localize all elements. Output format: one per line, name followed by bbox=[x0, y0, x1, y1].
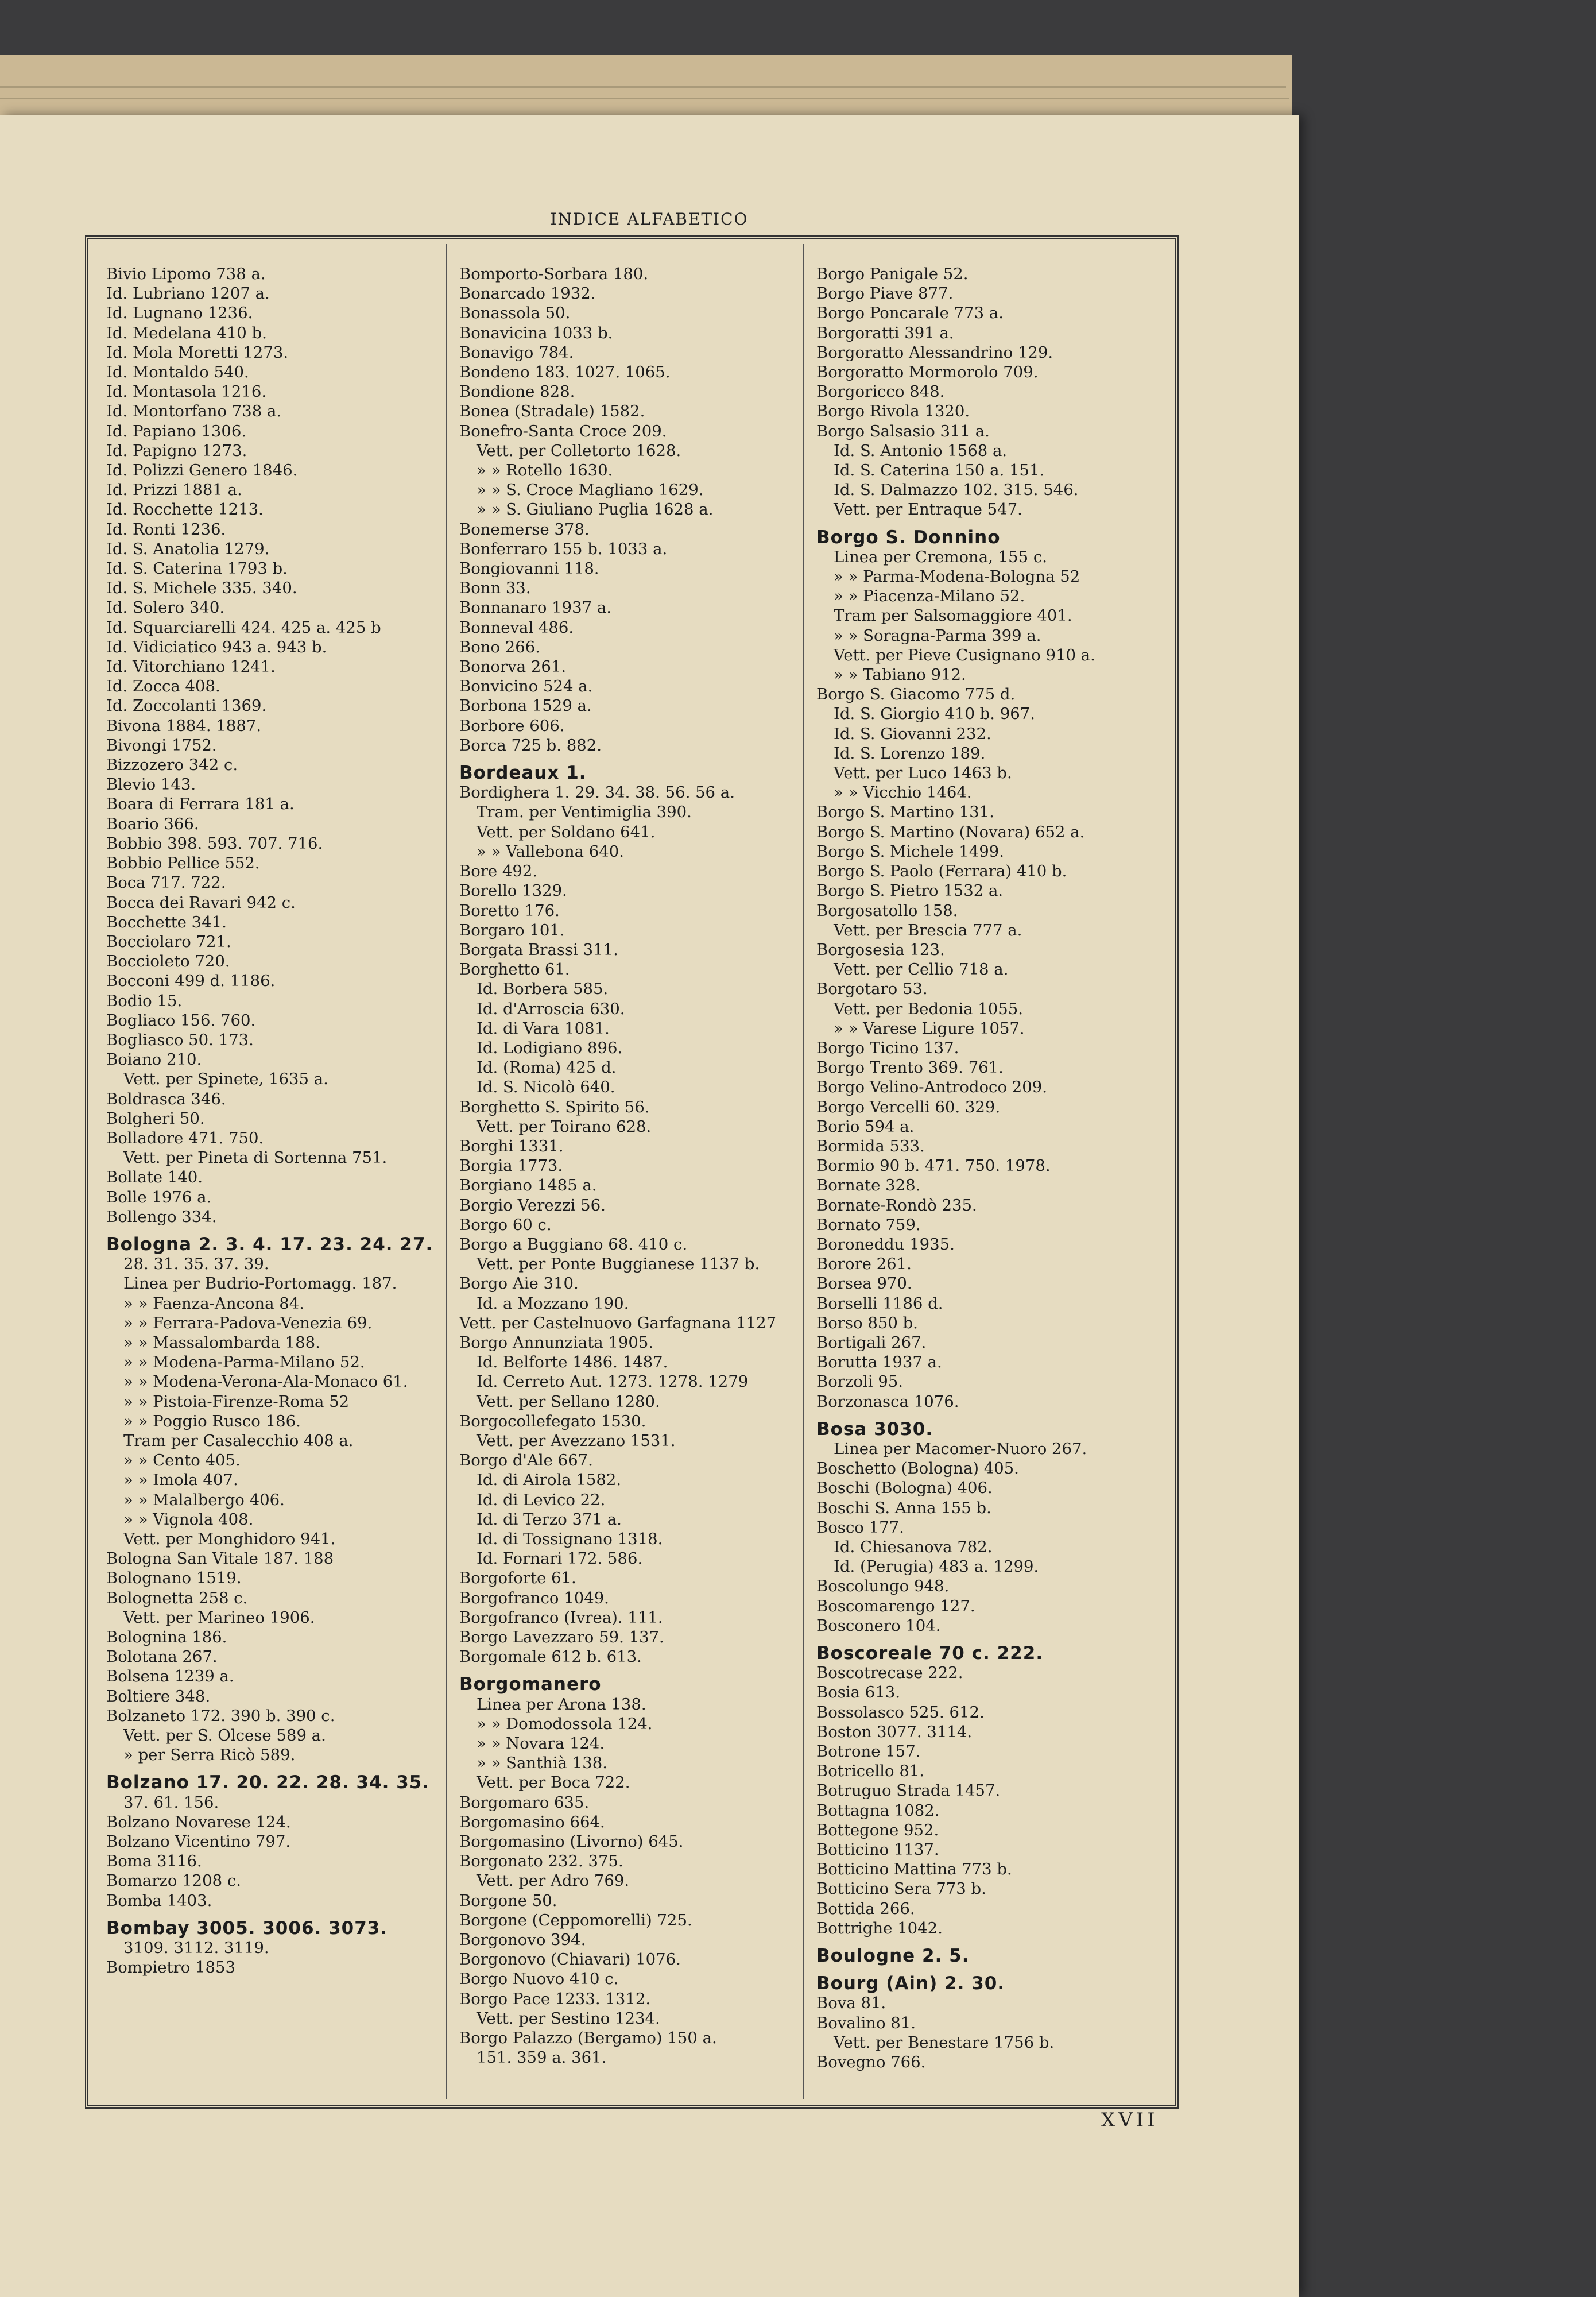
index-entry: Borgomale 612 b. 613. bbox=[459, 1648, 642, 1666]
index-entry: Id. S. Lorenzo 189. bbox=[834, 744, 986, 763]
index-entry: » » Tabiano 912. bbox=[834, 666, 966, 685]
index-entry: Vett. per Pieve Cusignano 910 a. bbox=[834, 645, 1095, 664]
index-entry: Boston 3077. 3114. bbox=[816, 1722, 973, 1741]
index-entry: Bovalino 81. bbox=[816, 2013, 916, 2032]
index-entry: Borgo Poncarale 773 a. bbox=[816, 304, 1004, 323]
index-heading-entry: Bombay 3005. 3006. 3073. bbox=[106, 1918, 388, 1939]
index-entry: Bova 81. bbox=[816, 1994, 886, 2013]
index-entry: Borgoratto Alessandrino 129. bbox=[816, 343, 1053, 362]
page-header: INDICE ALFABETICO bbox=[550, 210, 749, 229]
index-entry: Borgone 50. bbox=[459, 1891, 557, 1910]
index-entry: Linea per Budrio-Portomagg. 187. bbox=[123, 1274, 397, 1293]
index-entry: Botticino Mattina 773 b. bbox=[816, 1860, 1012, 1879]
index-entry: Borso 850 b. bbox=[816, 1313, 918, 1332]
index-entry: Vett. per Entraque 547. bbox=[834, 500, 1022, 519]
index-entry: Bologna San Vitale 187. 188 bbox=[106, 1549, 334, 1568]
index-entry: Id. Rocchette 1213. bbox=[106, 500, 264, 519]
index-entry: Bolognina 186. bbox=[106, 1628, 227, 1647]
page-edge-line bbox=[0, 98, 1289, 99]
index-entry: Borgo Piave 877. bbox=[816, 284, 954, 303]
index-entry: Bobbio 398. 593. 707. 716. bbox=[106, 834, 323, 853]
index-entry: Boiano 210. bbox=[106, 1050, 202, 1069]
index-entry: Id. Ronti 1236. bbox=[106, 520, 226, 539]
index-entry: Borgo Lavezzaro 59. 137. bbox=[459, 1628, 664, 1647]
index-entry: Botricello 81. bbox=[816, 1762, 925, 1781]
index-entry: Bondione 828. bbox=[459, 382, 575, 401]
index-heading-entry: Bourg (Ain) 2. 30. bbox=[816, 1974, 1005, 1994]
index-entry: Borgofranco (Ivrea). 111. bbox=[459, 1608, 663, 1627]
index-entry: Id. Papigno 1273. bbox=[106, 441, 247, 460]
index-entry: Id. di Tossignano 1318. bbox=[477, 1530, 663, 1548]
index-entry: Bizzozero 342 c. bbox=[106, 756, 238, 775]
index-entry: Bivio Lipomo 738 a. bbox=[106, 265, 266, 283]
index-entry: Id. Solero 340. bbox=[106, 598, 225, 617]
index-entry: Boma 3116. bbox=[106, 1852, 202, 1871]
index-entry: » » Modena-Verona-Ala-Monaco 61. bbox=[123, 1372, 408, 1391]
index-entry: Borgo a Buggiano 68. 410 c. bbox=[459, 1235, 688, 1254]
index-entry: Vett. per Adro 769. bbox=[477, 1871, 630, 1890]
index-entry: Tram per Salsomaggiore 401. bbox=[834, 606, 1072, 625]
index-entry: Id. S. Anatolia 1279. bbox=[106, 539, 270, 558]
index-entry: Borgonato 232. 375. bbox=[459, 1852, 623, 1871]
index-column-1 bbox=[106, 264, 451, 1977]
index-entry: Borgio Verezzi 56. bbox=[459, 1196, 606, 1215]
index-entry: Boara di Ferrara 181 a. bbox=[106, 795, 295, 814]
index-entry: Borsea 970. bbox=[816, 1274, 912, 1293]
index-entry: Id. Lodigiano 896. bbox=[477, 1038, 623, 1057]
index-heading-entry: Boulogne 2. 5. bbox=[816, 1946, 970, 1966]
index-entry: Bolsena 1239 a. bbox=[106, 1667, 234, 1686]
index-entry: Borca 725 b. 882. bbox=[459, 736, 602, 755]
index-entry: Boltiere 348. bbox=[106, 1687, 211, 1706]
index-entry: » » Cento 405. bbox=[123, 1451, 241, 1470]
index-heading-entry: Boscoreale 70 c. 222. bbox=[816, 1644, 1044, 1664]
index-entry: Borgia 1773. bbox=[459, 1157, 563, 1175]
index-entry: Borgomasino (Livorno) 645. bbox=[459, 1832, 684, 1851]
index-entry: Blevio 143. bbox=[106, 775, 196, 794]
index-entry: Id. Polizzi Genero 1846. bbox=[106, 461, 298, 480]
index-entry: Linea per Macomer-Nuoro 267. bbox=[834, 1439, 1087, 1458]
index-entry: Tram per Casalecchio 408 a. bbox=[123, 1431, 354, 1450]
index-entry: » » S. Croce Magliano 1629. bbox=[477, 481, 704, 500]
page-number: XVII bbox=[1101, 2109, 1159, 2132]
index-heading-entry: Bosa 3030. bbox=[816, 1419, 933, 1439]
index-entry: Borgo Velino-Antrodoco 209. bbox=[816, 1078, 1047, 1097]
index-entry: 3109. 3112. 3119. bbox=[123, 1939, 269, 1958]
index-entry: Borgo Aie 310. bbox=[459, 1274, 579, 1293]
index-entry: Vett. per Luco 1463 b. bbox=[834, 764, 1012, 783]
index-entry: Borghi 1331. bbox=[459, 1136, 564, 1155]
index-entry: » » Parma-Modena-Bologna 52 bbox=[834, 567, 1080, 586]
index-entry: Id. S. Nicolò 640. bbox=[477, 1078, 615, 1097]
index-entry: Borgoforte 61. bbox=[459, 1569, 576, 1588]
index-entry: Id. Zocca 408. bbox=[106, 677, 220, 696]
index-entry: Vett. per Ponte Buggianese 1137 b. bbox=[477, 1255, 760, 1274]
index-entry: Id. Squarciarelli 424. 425 a. 425 b bbox=[106, 618, 381, 637]
index-entry: Borgo Palazzo (Bergamo) 150 a. bbox=[459, 2029, 717, 2048]
index-entry: Borgo Salsasio 311 a. bbox=[816, 421, 990, 440]
index-entry: Bolognetta 258 c. bbox=[106, 1588, 248, 1607]
index-entry: Boca 717. 722. bbox=[106, 873, 226, 892]
index-entry: Borgo S. Michele 1499. bbox=[816, 842, 1005, 861]
index-entry: Bosia 613. bbox=[816, 1683, 901, 1702]
index-entry: Boschi S. Anna 155 b. bbox=[816, 1498, 991, 1517]
index-entry: » » Rotello 1630. bbox=[477, 461, 613, 480]
index-entry: 37. 61. 156. bbox=[123, 1793, 219, 1812]
index-entry: Borgo S. Martino (Novara) 652 a. bbox=[816, 822, 1085, 841]
index-entry: Bossolasco 525. 612. bbox=[816, 1703, 985, 1722]
index-entry: Borgiano 1485 a. bbox=[459, 1176, 597, 1195]
index-entry: Borgata Brassi 311. bbox=[459, 940, 618, 959]
index-entry: Bonferraro 155 b. 1033 a. bbox=[459, 539, 668, 558]
index-heading-entry: Borgo S. Donnino bbox=[816, 527, 1001, 547]
index-entry: Bornato 759. bbox=[816, 1215, 921, 1234]
index-entry: » » Piacenza-Milano 52. bbox=[834, 587, 1025, 606]
index-entry: » » Vignola 408. bbox=[123, 1510, 254, 1529]
index-entry: Vett. per Soldano 641. bbox=[477, 822, 656, 841]
index-entry: Id. di Vara 1081. bbox=[477, 1019, 610, 1038]
index-entry: Borghetto 61. bbox=[459, 960, 570, 979]
index-entry: Id. di Terzo 371 a. bbox=[477, 1510, 622, 1529]
index-entry: » » Vicchio 1464. bbox=[834, 783, 972, 802]
index-entry: Borgo Trento 369. 761. bbox=[816, 1058, 1004, 1077]
index-entry: Bonea (Stradale) 1582. bbox=[459, 402, 645, 421]
index-entry: Id. Fornari 172. 586. bbox=[477, 1549, 643, 1568]
index-entry: Id. Montorfano 738 a. bbox=[106, 402, 282, 421]
index-entry: Bonavigo 784. bbox=[459, 343, 574, 362]
index-heading-entry: Borgomanero bbox=[459, 1675, 602, 1695]
index-entry: Borgo 60 c. bbox=[459, 1215, 552, 1234]
index-entry: Bompietro 1853 bbox=[106, 1958, 235, 1977]
index-entry: Bolle 1976 a. bbox=[106, 1188, 212, 1206]
index-entry: Borgone (Ceppomorelli) 725. bbox=[459, 1911, 692, 1929]
index-entry: Bortigali 267. bbox=[816, 1333, 927, 1352]
index-entry: » » Vallebona 640. bbox=[477, 842, 624, 861]
index-entry: » » Modena-Parma-Milano 52. bbox=[123, 1353, 365, 1372]
index-entry: Bottrighe 1042. bbox=[816, 1919, 943, 1938]
index-entry: Bolzaneto 172. 390 b. 390 c. bbox=[106, 1706, 335, 1725]
index-entry: Vett. per Monghidoro 941. bbox=[123, 1530, 336, 1548]
index-entry: Bosconero 104. bbox=[816, 1616, 941, 1635]
index-entry: Borgaro 101. bbox=[459, 921, 565, 939]
index-entry: Id. (Roma) 425 d. bbox=[477, 1058, 617, 1077]
index-entry: Id. S. Giovanni 232. bbox=[834, 724, 991, 743]
index-entry: Borgo Pace 1233. 1312. bbox=[459, 1989, 651, 2008]
index-entry: Vett. per Sestino 1234. bbox=[477, 2009, 660, 2028]
index-heading-entry: Bologna 2. 3. 4. 17. 23. 24. 27. bbox=[106, 1234, 433, 1255]
index-entry: Borgo Ticino 137. bbox=[816, 1038, 959, 1057]
page-edge-line bbox=[0, 86, 1286, 88]
index-entry: Bonarcado 1932. bbox=[459, 284, 596, 303]
index-entry: Borore 261. bbox=[816, 1255, 912, 1274]
index-entry: Vett. per Cellio 718 a. bbox=[834, 960, 1009, 979]
index-entry: Bonneval 486. bbox=[459, 618, 574, 637]
index-entry: Id. Vitorchiano 1241. bbox=[106, 658, 276, 676]
index-entry: Borselli 1186 d. bbox=[816, 1294, 943, 1313]
index-entry: Id. Lugnano 1236. bbox=[106, 304, 253, 323]
index-entry: Vett. per Avezzano 1531. bbox=[477, 1431, 676, 1450]
index-entry: Borgo d'Ale 667. bbox=[459, 1451, 593, 1470]
index-entry: Borgofranco 1049. bbox=[459, 1588, 609, 1607]
index-entry: Bocconi 499 d. 1186. bbox=[106, 972, 276, 991]
index-entry: Vett. per Sellano 1280. bbox=[477, 1392, 660, 1411]
index-entry: Bogliasco 50. 173. bbox=[106, 1030, 254, 1049]
index-entry: Borghetto S. Spirito 56. bbox=[459, 1097, 650, 1116]
index-entry: Borgo Nuovo 410 c. bbox=[459, 1970, 619, 1989]
index-entry: Boario 366. bbox=[106, 814, 199, 833]
index-entry: Vett. per S. Olcese 589 a. bbox=[123, 1726, 326, 1745]
index-entry: Bolladore 471. 750. bbox=[106, 1128, 264, 1147]
index-entry: Bonavicina 1033 b. bbox=[459, 323, 613, 342]
index-entry: Id. S. Michele 335. 340. bbox=[106, 579, 297, 598]
index-entry: Bomporto-Sorbara 180. bbox=[459, 265, 649, 283]
index-entry: » » Ferrara-Padova-Venezia 69. bbox=[123, 1313, 373, 1332]
index-entry: Bodio 15. bbox=[106, 991, 183, 1010]
index-entry: Borgo S. Martino 131. bbox=[816, 803, 994, 822]
index-entry: Borgo S. Pietro 1532 a. bbox=[816, 881, 1004, 900]
index-entry: Botruguo Strada 1457. bbox=[816, 1781, 1001, 1800]
index-entry: Id. S. Caterina 150 a. 151. bbox=[834, 461, 1045, 480]
index-entry: Id. Montasola 1216. bbox=[106, 382, 267, 401]
index-entry: Borio 594 a. bbox=[816, 1117, 915, 1136]
index-entry: Borgo Panigale 52. bbox=[816, 265, 969, 283]
index-entry: Id. di Airola 1582. bbox=[477, 1471, 622, 1490]
index-entry: Botticino Sera 773 b. bbox=[816, 1880, 986, 1898]
index-entry: Borzoli 95. bbox=[816, 1372, 904, 1391]
index-entry: Bivona 1884. 1887. bbox=[106, 716, 262, 735]
index-entry: Borgosatollo 158. bbox=[816, 901, 958, 920]
index-entry: » » Domodossola 124. bbox=[477, 1714, 653, 1733]
index-entry: Id. Medelana 410 b. bbox=[106, 323, 267, 342]
index-entry: Borgoricco 848. bbox=[816, 382, 945, 401]
index-entry: Borgo Annunziata 1905. bbox=[459, 1333, 654, 1352]
index-entry: » » Pistoia-Firenze-Roma 52 bbox=[123, 1392, 350, 1411]
index-entry: Borgomasino 664. bbox=[459, 1812, 605, 1831]
index-entry: Bongiovanni 118. bbox=[459, 559, 599, 578]
index-entry: Bocciolaro 721. bbox=[106, 932, 231, 951]
index-entry: Id. Vidiciatico 943 a. 943 b. bbox=[106, 637, 327, 656]
index-entry: Vett. per Pineta di Sortenna 751. bbox=[123, 1148, 388, 1167]
index-entry: Botrone 157. bbox=[816, 1742, 921, 1761]
index-entry: Linea per Cremona, 155 c. bbox=[834, 547, 1048, 566]
index-entry: Borgomaro 635. bbox=[459, 1793, 590, 1812]
index-entry: Vett. per Marineo 1906. bbox=[123, 1608, 315, 1627]
index-entry: Id. Chiesanova 782. bbox=[834, 1538, 993, 1556]
index-entry: Id. S. Caterina 1793 b. bbox=[106, 559, 288, 578]
index-entry: Bondeno 183. 1027. 1065. bbox=[459, 363, 671, 382]
index-entry: Bolzano Vicentino 797. bbox=[106, 1832, 291, 1851]
index-entry: Borgoratto Mormorolo 709. bbox=[816, 363, 1039, 382]
index-entry: Id. Montaldo 540. bbox=[106, 363, 249, 382]
index-entry: Bornate-Rondò 235. bbox=[816, 1196, 977, 1215]
index-column-3 bbox=[816, 264, 1161, 2072]
index-entry: Bolgheri 50. bbox=[106, 1109, 205, 1128]
index-entry: » per Serra Ricò 589. bbox=[123, 1746, 296, 1765]
index-entry: Bolognano 1519. bbox=[106, 1569, 242, 1588]
index-entry: Vett. per Boca 722. bbox=[477, 1773, 630, 1792]
index-entry: 151. 359 a. 361. bbox=[477, 2048, 607, 2067]
index-entry: Borgosesia 123. bbox=[816, 940, 945, 959]
index-entry: Bonvicino 524 a. bbox=[459, 677, 593, 696]
index-entry: Bocca dei Ravari 942 c. bbox=[106, 893, 296, 912]
index-entry: Id. d'Arroscia 630. bbox=[477, 999, 625, 1018]
index-entry: Id. S. Dalmazzo 102. 315. 546. bbox=[834, 481, 1079, 500]
index-entry: Bosco 177. bbox=[816, 1518, 904, 1537]
index-entry: Linea per Arona 138. bbox=[477, 1695, 646, 1714]
index-entry: Borello 1329. bbox=[459, 881, 567, 900]
index-column-2 bbox=[459, 264, 804, 2067]
index-entry: Id. Zoccolanti 1369. bbox=[106, 697, 267, 716]
index-entry: Id. S. Giorgio 410 b. 967. bbox=[834, 705, 1036, 724]
index-entry: Bomarzo 1208 c. bbox=[106, 1871, 242, 1890]
index-entry: » » Malalbergo 406. bbox=[123, 1490, 285, 1509]
index-entry: Boscomarengo 127. bbox=[816, 1596, 975, 1615]
index-entry: Vett. per Benestare 1756 b. bbox=[834, 2033, 1055, 2052]
index-entry: Bocchette 341. bbox=[106, 912, 227, 931]
index-entry: » » Varese Ligure 1057. bbox=[834, 1019, 1025, 1038]
index-entry: Borgo S. Giacomo 775 d. bbox=[816, 685, 1016, 704]
index-entry: » » Imola 407. bbox=[123, 1471, 238, 1490]
index-entry: » » S. Giuliano Puglia 1628 a. bbox=[477, 500, 714, 519]
index-entry: Borgo Vercelli 60. 329. bbox=[816, 1097, 1001, 1116]
index-entry: Bonn 33. bbox=[459, 579, 531, 598]
index-entry: Bobbio Pellice 552. bbox=[106, 854, 260, 873]
index-entry: Bordighera 1. 29. 34. 38. 56. 56 a. bbox=[459, 783, 735, 802]
index-entry: Id. Papiano 1306. bbox=[106, 421, 247, 440]
index-entry: » » Faenza-Ancona 84. bbox=[123, 1294, 305, 1313]
index-entry: Borutta 1937 a. bbox=[816, 1353, 942, 1372]
index-entry: Id. Mola Moretti 1273. bbox=[106, 343, 289, 362]
index-entry: Boschi (Bologna) 406. bbox=[816, 1479, 993, 1498]
index-entry: 28. 31. 35. 37. 39. bbox=[123, 1255, 269, 1274]
index-entry: Boldrasca 346. bbox=[106, 1089, 226, 1108]
index-entry: Vett. per Toirano 628. bbox=[477, 1117, 652, 1136]
index-entry: Bottegone 952. bbox=[816, 1820, 939, 1839]
index-entry: » » Novara 124. bbox=[477, 1734, 605, 1753]
index-entry: » » Santhià 138. bbox=[477, 1754, 608, 1773]
index-entry: Bonnanaro 1937 a. bbox=[459, 598, 611, 617]
index-entry: Bornate 328. bbox=[816, 1176, 921, 1195]
index-entry: » » Soragna-Parma 399 a. bbox=[834, 626, 1041, 645]
index-entry: Bonemerse 378. bbox=[459, 520, 590, 539]
index-entry: Boroneddu 1935. bbox=[816, 1235, 955, 1254]
index-entry: Borgo Rivola 1320. bbox=[816, 402, 970, 421]
index-entry: Boschetto (Bologna) 405. bbox=[816, 1459, 1019, 1478]
index-entry: Id. Lubriano 1207 a. bbox=[106, 284, 270, 303]
index-entry: Vett. per Brescia 777 a. bbox=[834, 921, 1022, 939]
index-entry: Borgonovo (Chiavari) 1076. bbox=[459, 1950, 681, 1969]
index-entry: Borgo S. Paolo (Ferrara) 410 b. bbox=[816, 862, 1067, 881]
index-entry: Bivongi 1752. bbox=[106, 736, 217, 755]
index-entry: Vett. per Castelnuovo Garfagnana 1127 bbox=[459, 1313, 777, 1332]
index-entry: Vett. per Colletorto 1628. bbox=[477, 441, 681, 460]
index-entry: Bono 266. bbox=[459, 637, 541, 656]
index-heading-entry: Bordeaux 1. bbox=[459, 763, 587, 783]
index-entry: Bomba 1403. bbox=[106, 1891, 212, 1910]
index-entry: Borbore 606. bbox=[459, 716, 565, 735]
index-entry: Boscolungo 948. bbox=[816, 1577, 950, 1596]
index-entry: Borgotaro 53. bbox=[816, 980, 928, 999]
index-entry: Bottagna 1082. bbox=[816, 1801, 940, 1820]
index-heading-entry: Bolzano 17. 20. 22. 28. 34. 35. bbox=[106, 1773, 430, 1793]
index-entry: Boscotrecase 222. bbox=[816, 1664, 963, 1683]
index-entry: » » Massalombarda 188. bbox=[123, 1333, 320, 1352]
index-entry: Borbona 1529 a. bbox=[459, 697, 592, 716]
index-entry: Boretto 176. bbox=[459, 901, 560, 920]
index-entry: Vett. per Spinete, 1635 a. bbox=[123, 1070, 328, 1089]
index-entry: Id. (Perugia) 483 a. 1299. bbox=[834, 1557, 1039, 1576]
index-entry: Bore 492. bbox=[459, 862, 538, 881]
index-entry: Id. Borbera 585. bbox=[477, 980, 609, 999]
index-entry: » » Poggio Rusco 186. bbox=[123, 1412, 301, 1430]
index-entry: Boccioleto 720. bbox=[106, 952, 230, 971]
index-entry: Bonorva 261. bbox=[459, 658, 567, 676]
index-entry: Bovegno 766. bbox=[816, 2053, 926, 2072]
index-entry: Id. S. Antonio 1568 a. bbox=[834, 441, 1008, 460]
index-entry: Id. a Mozzano 190. bbox=[477, 1294, 629, 1313]
index-entry: Tram. per Ventimiglia 390. bbox=[477, 803, 692, 822]
index-entry: Botticino 1137. bbox=[816, 1840, 939, 1859]
index-entry: Bormio 90 b. 471. 750. 1978. bbox=[816, 1157, 1051, 1175]
index-entry: Bolotana 267. bbox=[106, 1648, 218, 1666]
index-entry: Bolzano Novarese 124. bbox=[106, 1812, 291, 1831]
index-entry: Id. Belforte 1486. 1487. bbox=[477, 1353, 668, 1372]
index-entry: Vett. per Bedonia 1055. bbox=[834, 999, 1023, 1018]
index-entry: Bormida 533. bbox=[816, 1136, 925, 1155]
index-entry: Id. Cerreto Aut. 1273. 1278. 1279 bbox=[477, 1372, 749, 1391]
index-entry: Borgocollefegato 1530. bbox=[459, 1412, 646, 1430]
index-entry: Bottida 266. bbox=[816, 1899, 915, 1918]
index-entry: Borgonovo 394. bbox=[459, 1931, 586, 1950]
index-entry: Bonefro-Santa Croce 209. bbox=[459, 421, 667, 440]
index-entry: Id. di Levico 22. bbox=[477, 1490, 606, 1509]
index-entry: Bonassola 50. bbox=[459, 304, 571, 323]
index-entry: Borgoratti 391 a. bbox=[816, 323, 954, 342]
index-entry: Bogliaco 156. 760. bbox=[106, 1011, 256, 1030]
index-entry: Id. Prizzi 1881 a. bbox=[106, 481, 242, 500]
index-entry: Bollate 140. bbox=[106, 1168, 203, 1187]
index-entry: Borzonasca 1076. bbox=[816, 1392, 959, 1411]
index-entry: Bollengo 334. bbox=[106, 1207, 217, 1226]
